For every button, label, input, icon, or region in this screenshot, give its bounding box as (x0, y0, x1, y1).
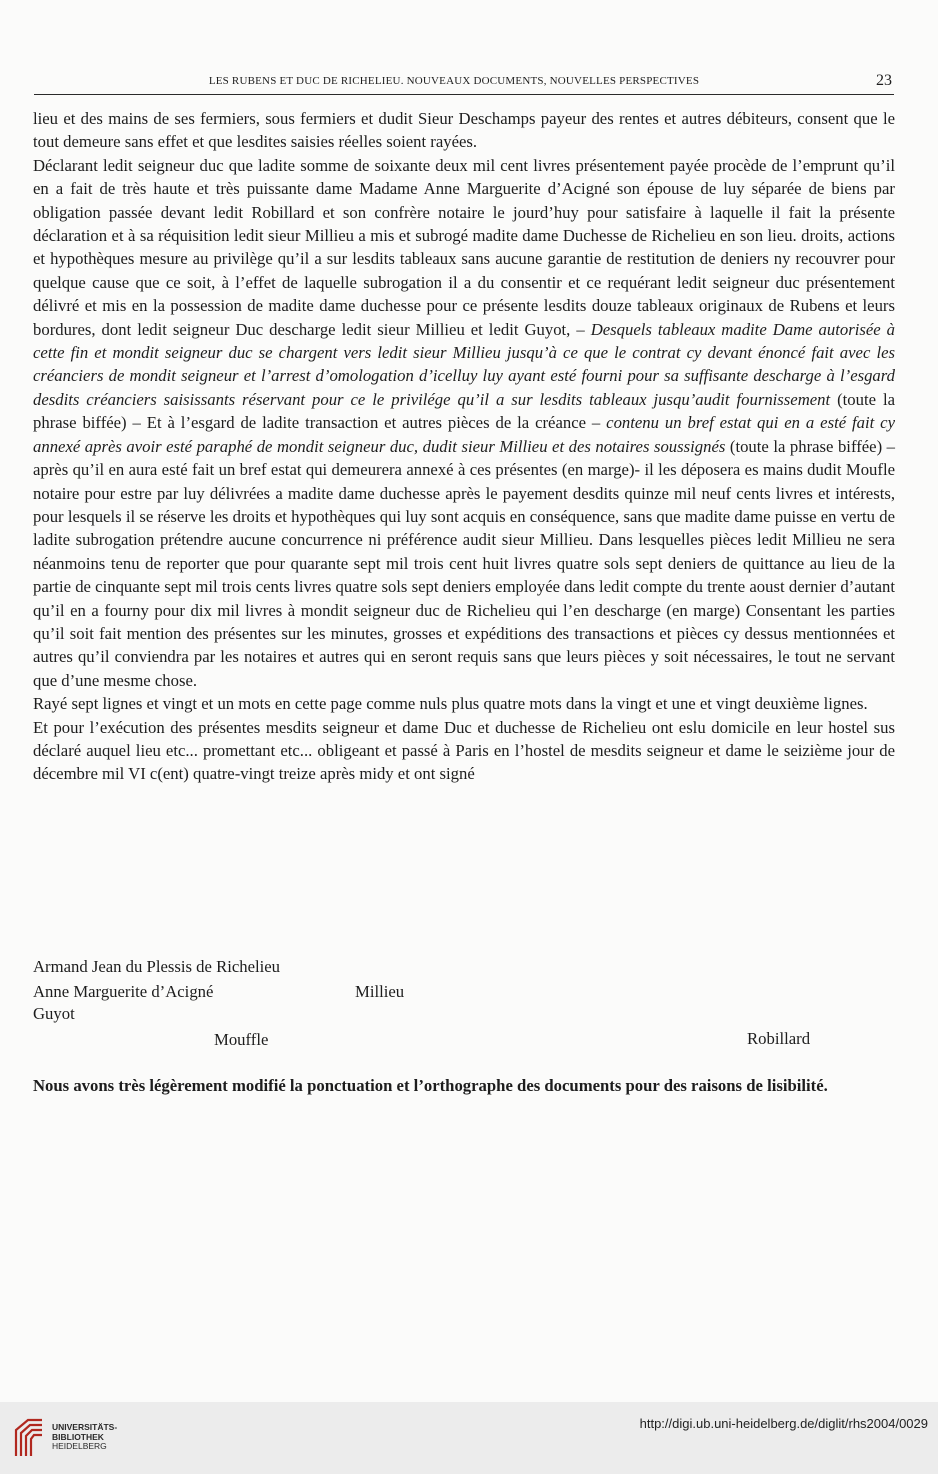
signature-guyot: Guyot (33, 1004, 75, 1023)
struck-phrase-2: contenu un bref estat qui en a esté fait cy annexé après avoir esté paraphé de mondit seigneur duc, dudit sieur Millieu et des notaires soussignés (33, 413, 895, 456)
library-name-line-3: HEIDELBERG (52, 1441, 107, 1452)
main-text (33, 107, 895, 786)
running-title: LES RUBENS ET DUC DE RICHELIEU. NOUVEAUX DOCUMENTS, NOUVELLES PERSPECTIVES (208, 75, 700, 87)
running-header (34, 74, 894, 95)
signature-block (33, 957, 895, 1057)
paragraph-2-part-e: (toute la phrase biffée) – après qu’il en aura esté fait un bref estat qui demeurera annexé à ces présentes (en marge)- il les déposera es mains dudit Moufle notaire pour estre par luy délivrées a madite dame duchesse après le payement desdits quinze mil neuf cents livres et intérests, pour lesquels il se réserve les droits et hypothèques qui luy sont acquis en conséquence, sans que madite dame puisse en vertu de ladite subrogation prétendre aucune concurrence ni préférence audit sieur Millieu. Dans lesquelles pièces ledit Millieu ne sera néanmoins tenu de reporter que pour quarante sept mil trois cent huit livres quatre sols sept deniers de quittance au lieu de la partie de cinquante sept mil trois cents livres quatre sols sept deniers employée dans ledit compte du trente aoust dernier d’autant qu’il en a fourny pour dix mil livres à mondit seigneur duc de Richelieu qui l’en descharge (en marge) Consentant les parties qu’il soit fait mention des présentes sur les minutes, grosses et expéditions des transactions et pièces cy dessus mentionnées et autres qu’il conviendra par les notaires et autres qui en seront requis sans que leurs pièces y soit nécessaires, le tout ne servant que d’une mesme chose. (33, 436, 895, 690)
page-number: 23 (876, 72, 892, 89)
library-name (52, 1423, 117, 1452)
digital-object-url[interactable]: http://digi.ub.uni-heidelberg.de/diglit/rhs2004/0029 (639, 1416, 928, 1431)
digitization-footer (0, 1402, 938, 1474)
signature-mouffle: Mouffle (214, 1030, 269, 1049)
paragraph-1: lieu et des mains de ses fermiers, sous fermiers et dudit Sieur Deschamps payeur des rentes et autres débiteurs, consent que le tout demeure sans effet et que lesdites saisies réelles soient rayées. (33, 109, 895, 152)
library-name-line-2: BIBLIOTHEK (52, 1431, 104, 1442)
struck-phrase-1: Desquels tableaux madite Dame autorisée à cette fin et mondit seigneur duc se chargent vers ledit sieur Millieu jusqu’à ce que le contrat cy devant énoncé fait avec les créanciers de mondit seigneur et l’arrest d’omologation d’icelluy luy ayant esté fourni pour sa suffisante descharge à l’esgard desdits créanciers saisissants réservant pour ce le privilége qu’il a sur lesdits tableaux jusqu’audit fournissement (33, 319, 895, 409)
paragraph-4: Et pour l’exécution des présentes mesdits seigneur et dame Duc et duchesse de Richelieu ont eslu domicile en leur hostel sus déclaré auquel lieu etc... promettant etc... obligeant et passé à Paris en l’hostel de mesdits seigneur et dame le seizième jour de décembre mil VI c(ent) quatre-vingt treize après midy et ont signé (33, 717, 895, 784)
editorial-note: Nous avons très légèrement modifié la ponctuation et l’orthographe des documents pour des raisons de lisibilité. (33, 1076, 828, 1095)
signature-acigne: Anne Marguerite d’Acigné (33, 982, 214, 1001)
signature-richelieu: Armand Jean du Plessis de Richelieu (33, 957, 281, 976)
paragraph-2-part-a: Déclarant ledit seigneur duc que ladite somme de soixante deux mil cent livres présentement payée procède de l’emprunt qu’il en a fait de très haute et très puissante dame Madame Anne Marguerite d’Acigné son épouse de luy séparée de biens par obligation passée devant ledit Robillard et son confrère notaire le jourd’huy pour satisfaire à laquelle il fait la présente déclaration et à sa réquisition ledit sieur Millieu a mis et subrogé madite dame Duchesse de Richelieu en son lieu. droits, actions et hypothèques mesure au privilège qu’il a sur lesdits tableaux sans aucune garantie de restitution de deniers ny recouvrer pour quelque cause que ce soit, à l’effet de laquelle subrogation il a du consentir et ce requérant ledit seigneur duc présentement délivré et mis en la possession de madite dame duchesse pour ce présente lesdits douze tableaux originaux de Rubens et leurs bordures, dont ledit seigneur Duc descharge ledit sieur Millieu et ledit Guyot, – (33, 155, 895, 339)
paragraph-2-part-c: (toute la phrase biffée) – Et à l’esgard de ladite transaction et autres pièces de la créance – (33, 389, 896, 433)
signature-millieu: Millieu (355, 982, 405, 1001)
library-logo-icon (10, 1416, 46, 1458)
library-name-line-1: UNIVERSITÄTS- (52, 1422, 118, 1432)
signature-robillard: Robillard (747, 1029, 811, 1048)
paragraph-3: Rayé sept lignes et vingt et un mots en cette page comme nuls plus quatre mots dans la vingt et une et vingt deuxième lignes. (33, 694, 868, 714)
paragraph-2 (33, 154, 895, 692)
